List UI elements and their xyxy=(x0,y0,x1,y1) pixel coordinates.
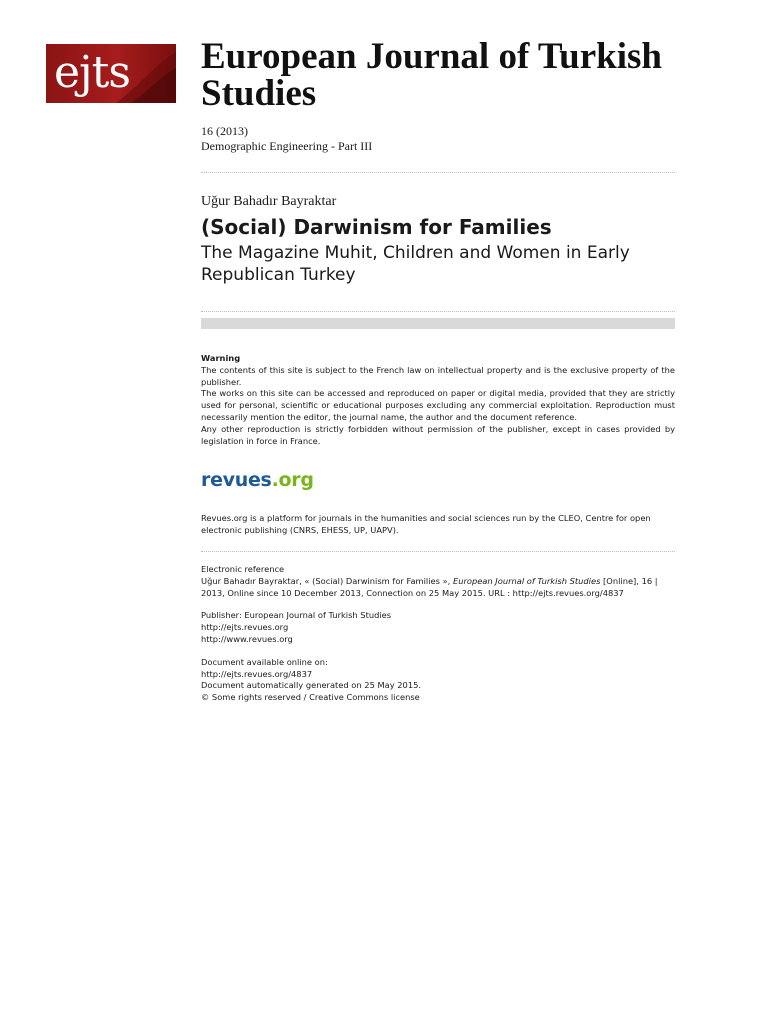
warning-title: Warning xyxy=(201,353,241,363)
divider xyxy=(201,551,675,552)
citation-pre: Uğur Bahadır Bayraktar, « (Social) Darwinism for Families », xyxy=(201,575,453,586)
warning-notice xyxy=(201,353,675,447)
journal-header xyxy=(201,38,681,153)
revues-org-logo xyxy=(201,469,314,491)
electronic-reference xyxy=(201,564,675,704)
publisher-url-1[interactable]: http://ejts.revues.org xyxy=(201,622,289,633)
warning-line-2: The works on this site can be accessed and reproduced on paper or digital media, provided that they are strictly used for personal, scientific or educational purposes excluding any commercial exploitation. Reproduction must necessarily mention the editor, the journal name, the author and the document reference. xyxy=(201,388,675,422)
issue-number: 16 (2013) xyxy=(201,124,248,138)
article-subtitle: The Magazine Muhit, Children and Women in Early Republican Turkey xyxy=(201,243,630,285)
reference-heading: Electronic reference xyxy=(201,564,285,574)
citation-post: [Online], 16 | 2013, Online since 10 December 2013, Connection on 25 May 2015. URL : http://ejts.revues.org/4837 xyxy=(201,575,658,598)
platform-description: Revues.org is a platform for journals in the humanities and social sciences run by the CLEO, Centre for open electronic publishing (CNRS, EHESS, UP, UAPV). xyxy=(201,513,651,535)
divider xyxy=(201,311,675,312)
warning-line-3: Any other reproduction is strictly forbidden without permission of the publisher, except in cases provided by legislation in force in France. xyxy=(201,423,675,446)
article-title: (Social) Darwinism for Families xyxy=(201,215,552,239)
available-url[interactable]: http://ejts.revues.org/4837 xyxy=(201,668,313,679)
publisher-url-2[interactable]: http://www.revues.org xyxy=(201,633,293,644)
issue-theme: Demographic Engineering - Part III xyxy=(201,139,373,153)
journal-logo xyxy=(46,44,176,103)
publisher: Publisher: European Journal of Turkish Studies xyxy=(201,610,392,621)
article-author: Uğur Bahadır Bayraktar xyxy=(201,194,337,209)
license: © Some rights reserved / Creative Commons license xyxy=(201,692,420,703)
reference-citation xyxy=(201,576,675,600)
revues-logo-part2: .org xyxy=(271,469,314,491)
journal-title: European Journal of Turkish Studies xyxy=(201,36,662,114)
citation-journal: European Journal of Turkish Studies xyxy=(452,575,601,586)
warning-line-1: The contents of this site is subject to the French law on intellectual property and is the exclusive property of the publisher. xyxy=(201,364,675,387)
divider xyxy=(201,172,675,173)
available-label: Document available online on: xyxy=(201,656,328,667)
generated-date: Document automatically generated on 25 May 2015. xyxy=(201,680,422,691)
revues-logo-part1: revues xyxy=(201,469,272,491)
logo-text: ejts xyxy=(54,47,130,98)
gray-bar xyxy=(201,318,675,329)
